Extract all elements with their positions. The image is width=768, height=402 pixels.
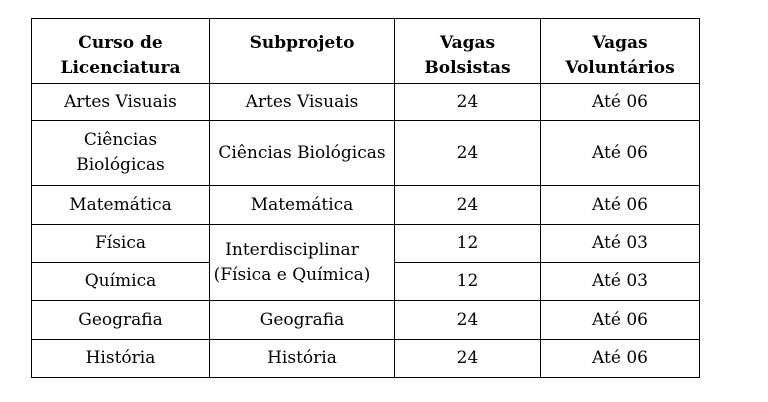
cell-vagas-voluntarios: Até 06 [541, 186, 700, 225]
header-vagas-bolsistas: Vagas Bolsistas [395, 19, 541, 84]
cell-subprojeto: Geografia [210, 301, 395, 340]
cell-curso: Geografia [32, 301, 210, 340]
cell-curso: Artes Visuais [32, 84, 210, 121]
cell-vagas-bolsistas: 12 [395, 263, 541, 301]
header-subprojeto: Subprojeto [210, 19, 395, 84]
cell-curso: Física [32, 225, 210, 263]
cell-vagas-voluntarios: Até 06 [541, 301, 700, 340]
cell-vagas-bolsistas: 24 [395, 186, 541, 225]
cell-subprojeto: Artes Visuais [210, 84, 395, 121]
cell-subprojeto: História [210, 340, 395, 378]
cell-vagas-bolsistas: 24 [395, 340, 541, 378]
cell-vagas-bolsistas: 12 [395, 225, 541, 263]
table-row [32, 84, 700, 121]
cell-curso: Matemática [32, 186, 210, 225]
header-vagas-voluntarios: Vagas Voluntários [541, 19, 700, 84]
cell-vagas-voluntarios: Até 06 [541, 84, 700, 121]
cell-vagas-voluntarios: Até 06 [541, 340, 700, 378]
cell-vagas-voluntarios: Até 03 [541, 225, 700, 263]
table-row [32, 301, 700, 340]
header-row [32, 19, 700, 84]
cell-curso: História [32, 340, 210, 378]
header-curso: Curso de Licenciatura [32, 19, 210, 84]
cell-curso: Química [32, 263, 210, 301]
table-row [32, 225, 700, 263]
cell-vagas-bolsistas: 24 [395, 301, 541, 340]
table-row [32, 186, 700, 225]
table-row [32, 121, 700, 186]
cell-curso: Ciências Biológicas [32, 121, 210, 186]
cell-vagas-bolsistas: 24 [395, 121, 541, 186]
cell-vagas-voluntarios: Até 06 [541, 121, 700, 186]
cell-vagas-bolsistas: 24 [395, 84, 541, 121]
cell-vagas-voluntarios: Até 03 [541, 263, 700, 301]
cell-subprojeto: Ciências Biológicas [210, 121, 395, 186]
table-row [32, 340, 700, 378]
cell-subprojeto: Matemática [210, 186, 395, 225]
cell-subprojeto-interdisciplinar: Interdisciplinar (Física e Química) [210, 225, 395, 301]
vagas-table [31, 18, 700, 378]
